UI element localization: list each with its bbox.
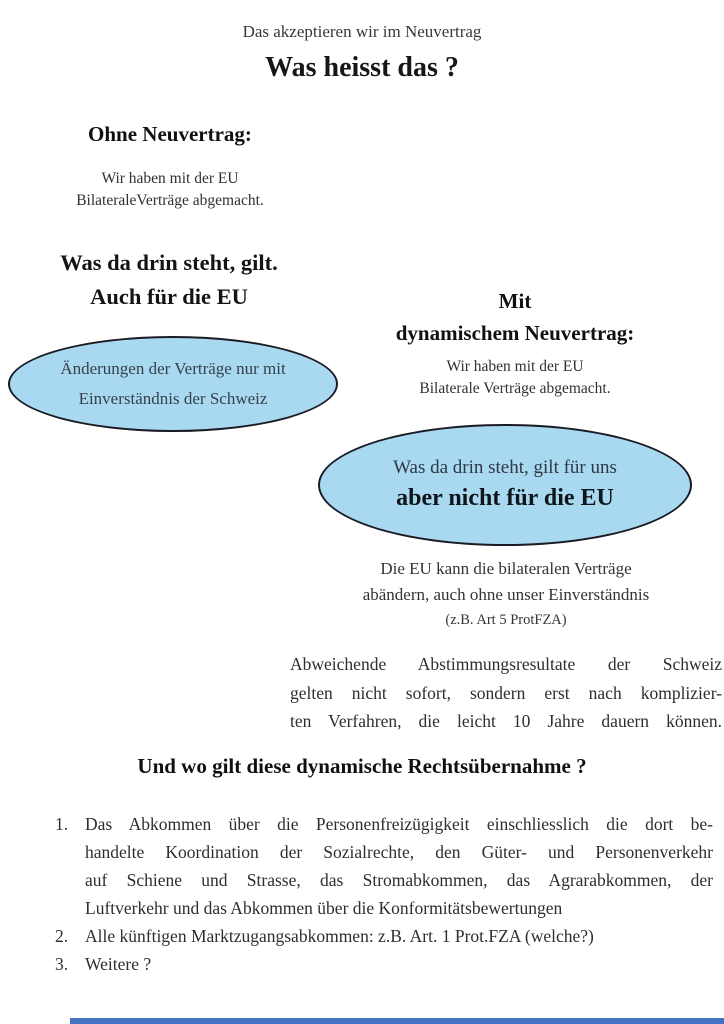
page-title: Was heisst das ? — [265, 52, 459, 83]
abkommen-list — [55, 810, 713, 978]
list-number: 3. — [55, 954, 69, 974]
list-item1-line1: Das Abkommen über die Personenfreizügigkeit einschliesslich die dort be- — [85, 814, 713, 834]
eu-note — [290, 556, 722, 631]
list-item — [55, 810, 713, 922]
list-text — [85, 810, 713, 922]
ohne-body-line2: BilateraleVerträge abgemacht. — [76, 191, 264, 209]
bubble-aenderungen — [8, 336, 338, 432]
footer-accent-bar — [70, 1018, 724, 1024]
list-item — [55, 922, 713, 950]
list-text: Alle künftigen Marktzugangsabkommen: z.B. Art. 1 Prot.FZA (welche?) — [85, 926, 594, 946]
ohne-neuvertrag-heading: Ohne Neuvertrag: — [88, 122, 252, 146]
ohne-statement-line2: Auch für die EU — [90, 283, 248, 309]
eu-note-line1: Die EU kann die bilateralen Verträge — [380, 559, 632, 578]
mit-heading-line1: Mit — [498, 289, 532, 313]
rechtsuebernahme-heading: Und wo gilt diese dynamische Rechtsübernahme ? — [137, 754, 587, 778]
list-item1-line2: handelte Koordination der Sozialrechte, den Güter- und Personenverkehr — [85, 842, 713, 862]
eu-note-line2: abändern, auch ohne unser Einverständnis — [362, 585, 650, 605]
eu-note-line3: (z.B. Art 5 ProtFZA) — [445, 611, 567, 628]
list-text: Weitere ? — [85, 954, 152, 974]
bubble-left-line1: Änderungen der Verträge nur mit — [60, 359, 286, 379]
ohne-body-line1: Wir haben mit der EU — [101, 170, 239, 187]
list-item — [55, 950, 713, 978]
mit-body-line2: Bilaterale Verträge abgemacht. — [419, 379, 611, 397]
bubble-gilt-fuer-uns — [318, 424, 692, 546]
mit-neuvertrag-heading — [365, 286, 665, 349]
bubble-left-line2: Einverständnis der Schweiz — [78, 389, 268, 408]
ohne-neuvertrag-body — [30, 168, 310, 211]
abstimmung-paragraph — [290, 650, 722, 736]
top-label: Das akzeptieren wir im Neuvertrag — [242, 22, 482, 41]
paragraph-line1: Abweichende Abstimmungsresultate der Schweiz — [290, 654, 722, 674]
list-item1-line4: Luftverkehr und das Abkommen über die Konformitätsbewertungen — [85, 898, 563, 918]
paragraph-line2: gelten nicht sofort, sondern erst nach komplizier- — [290, 682, 722, 703]
bubble-right-line1: Was da drin steht, gilt für uns — [393, 456, 617, 478]
list-item1-line3: auf Schiene und Strasse, das Stromabkommen, das Agrarabkommen, der — [85, 870, 713, 890]
list-number: 1. — [55, 814, 69, 834]
paragraph-line3: ten Verfahren, die leicht 10 Jahre dauern können. — [290, 711, 722, 732]
mit-heading-line2: dynamischem Neuvertrag: — [395, 320, 635, 345]
ohne-statement-line1: Was da drin steht, gilt. — [60, 250, 278, 275]
bubble-right-line2: aber nicht für die EU — [396, 484, 614, 511]
mit-neuvertrag-body — [365, 356, 665, 399]
ohne-statement — [8, 246, 330, 314]
list-number: 2. — [55, 926, 69, 946]
mit-body-line1: Wir haben mit der EU — [446, 358, 584, 375]
